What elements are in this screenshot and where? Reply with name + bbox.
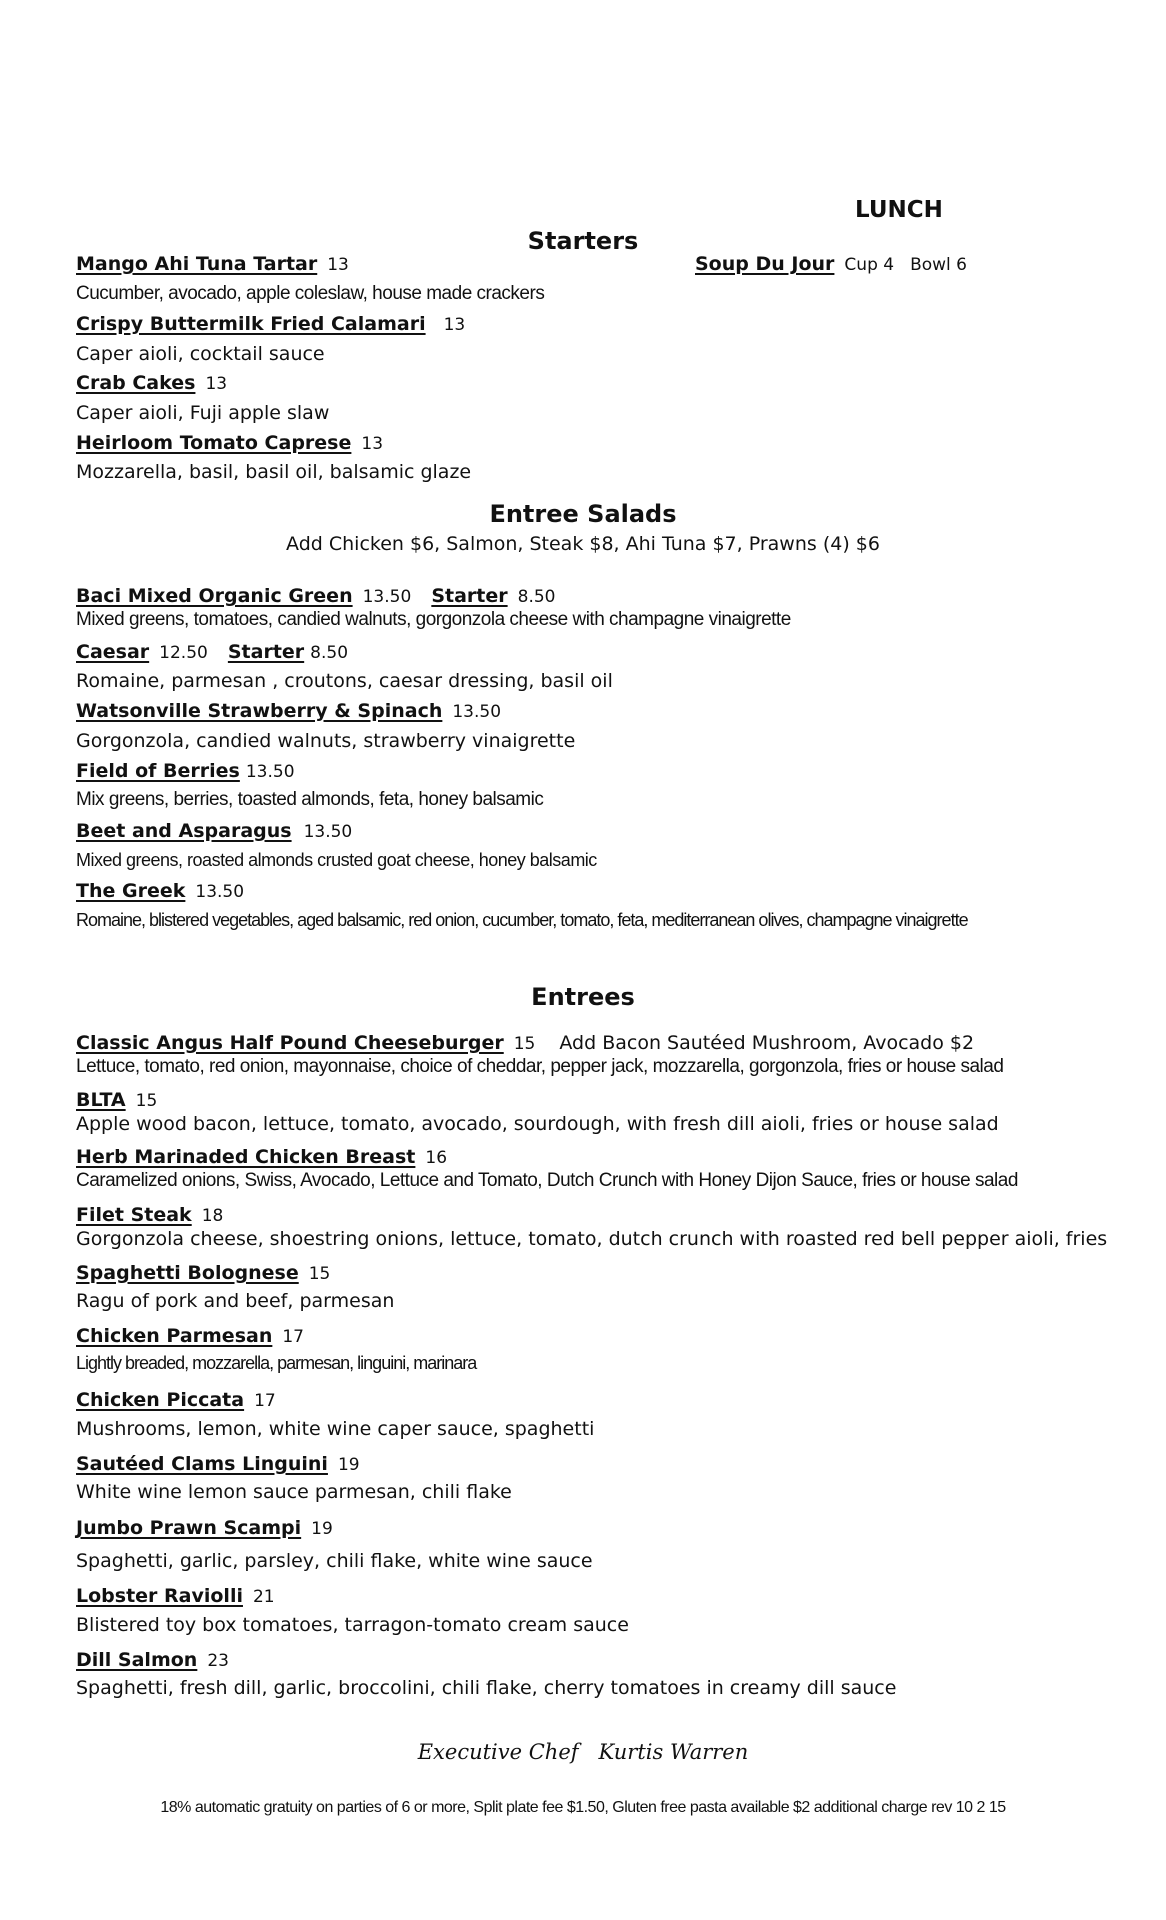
item-price: 17 xyxy=(282,1327,304,1347)
item-name: Heirloom Tomato Caprese xyxy=(76,432,352,454)
item-price: 15 xyxy=(513,1034,536,1054)
item-price: 16 xyxy=(425,1148,448,1168)
item-description: Cucumber, avocado, apple coleslaw, house made crackers xyxy=(76,283,545,304)
item-price: 13.50 xyxy=(245,762,295,782)
entree-item-clams-linguini xyxy=(76,1453,360,1475)
item-name: Crab Cakes xyxy=(76,372,196,394)
item-price: 15 xyxy=(135,1091,158,1111)
item-description: Mozzarella, basil, basil oil, balsamic glaze xyxy=(76,461,472,483)
item-price: 19 xyxy=(337,1455,360,1475)
entree-item-prawn-scampi xyxy=(76,1517,333,1539)
item-description: Mixed greens, roasted almonds crusted goat cheese, honey balsamic xyxy=(76,850,597,870)
item-name: Baci Mixed Organic Green xyxy=(76,585,353,607)
item-name: Classic Angus Half Pound Cheeseburger xyxy=(76,1032,504,1054)
item-name: Mango Ahi Tuna Tartar xyxy=(76,253,318,275)
item-price: 13 xyxy=(443,315,466,335)
entree-item-chicken-breast xyxy=(76,1146,447,1168)
entree-item-bolognese xyxy=(76,1262,330,1284)
item-description: Mixed greens, tomatoes, candied walnuts, gorgonzola cheese with champagne vinaigrette xyxy=(76,609,791,630)
entree-item-chicken-parmesan xyxy=(76,1325,304,1347)
item-description: Gorgonzola cheese, shoestring onions, lettuce, tomato, dutch crunch with roasted red bell pepper aioli, fries xyxy=(76,1228,1108,1250)
salads-addons: Add Chicken $6, Salmon, Steak $8, Ahi Tuna $7, Prawns (4) $6 xyxy=(286,533,880,555)
item-description: White wine lemon sauce parmesan, chili flake xyxy=(76,1481,512,1503)
starter-price: 8.50 xyxy=(517,587,556,607)
item-price: 13.50 xyxy=(362,587,412,607)
item-name: Chicken Piccata xyxy=(76,1389,245,1411)
item-description: Lightly breaded, mozzarella, parmesan, linguini, marinara xyxy=(76,1353,477,1373)
entree-item-blta xyxy=(76,1089,157,1111)
item-name: BLTA xyxy=(76,1089,126,1111)
item-description: Romaine, parmesan , croutons, caesar dressing, basil oil xyxy=(76,670,613,692)
item-description: Mix greens, berries, toasted almonds, feta, honey balsamic xyxy=(76,789,544,810)
starter-price: 8.50 xyxy=(310,643,349,663)
footer-note: 18% automatic gratuity on parties of 6 or more, Split plate fee $1.50, Gluten free pasta available $2 additional charge rev 10 2 15 xyxy=(160,1799,1006,1816)
salads-heading: Entree Salads xyxy=(489,500,677,528)
soup-cup-price: Cup 4 xyxy=(844,255,895,275)
item-price: 17 xyxy=(254,1391,276,1411)
item-name: Herb Marinaded Chicken Breast xyxy=(76,1146,416,1168)
entree-item-lobster-raviolli xyxy=(76,1585,275,1607)
entree-item-dill-salmon xyxy=(76,1649,229,1671)
item-name: Spaghetti Bolognese xyxy=(76,1262,299,1284)
item-name: Field of Berries xyxy=(76,760,240,782)
item-name: The Greek xyxy=(76,880,186,902)
item-name: Lobster Raviolli xyxy=(76,1585,243,1607)
item-description: Caramelized onions, Swiss, Avocado, Lettuce and Tomato, Dutch Crunch with Honey Dijon Sauce, fries or house salad xyxy=(76,1170,1018,1191)
item-description: Spaghetti, garlic, parsley, chili flake, white wine sauce xyxy=(76,1550,593,1572)
item-price: 13 xyxy=(361,434,384,454)
starter-item-soup xyxy=(695,253,967,275)
entrees-heading: Entrees xyxy=(531,983,635,1011)
starter-item-calamari xyxy=(76,313,465,335)
executive-chef: Executive Chef Kurtis Warren xyxy=(417,1740,749,1764)
item-price: 15 xyxy=(308,1264,331,1284)
item-description: Caper aioli, cocktail sauce xyxy=(76,343,325,365)
salad-item-beet xyxy=(76,820,352,842)
starters-heading: Starters xyxy=(527,227,639,255)
item-name: Dill Salmon xyxy=(76,1649,198,1671)
item-name: Chicken Parmesan xyxy=(76,1325,273,1347)
item-price: 19 xyxy=(311,1519,333,1539)
item-description: Romaine, blistered vegetables, aged balsamic, red onion, cucumber, tomato, feta, mediterranean olives, champagne vinaigrette xyxy=(76,910,968,930)
item-description: Gorgonzola, candied walnuts, strawberry vinaigrette xyxy=(76,730,576,752)
salad-item-strawberry xyxy=(76,700,501,722)
salad-item-caesar xyxy=(76,641,348,663)
item-price: 12.50 xyxy=(159,643,208,663)
entree-item-cheeseburger xyxy=(76,1032,974,1054)
entree-item-chicken-piccata xyxy=(76,1389,276,1411)
item-name: Crispy Buttermilk Fried Calamari xyxy=(76,313,426,335)
entree-item-filet-steak xyxy=(76,1204,223,1226)
item-name: Soup Du Jour xyxy=(695,253,835,275)
starter-item-crab-cakes xyxy=(76,372,227,394)
item-price: 13.50 xyxy=(303,822,353,842)
item-name: Jumbo Prawn Scampi xyxy=(76,1517,302,1539)
starter-label: Starter xyxy=(227,641,305,663)
item-description: Spaghetti, fresh dill, garlic, broccolini, chili flake, cherry tomatoes in creamy dill sauce xyxy=(76,1677,897,1699)
starter-item-mango-ahi xyxy=(76,253,349,275)
item-price: 13.50 xyxy=(452,702,502,722)
item-price: 13.50 xyxy=(195,882,245,902)
item-name: Beet and Asparagus xyxy=(76,820,292,842)
item-price: 21 xyxy=(252,1587,275,1607)
salad-item-greek xyxy=(76,880,244,902)
starter-label: Starter xyxy=(431,585,508,607)
item-name: Filet Steak xyxy=(76,1204,192,1226)
salad-item-berries xyxy=(76,760,295,782)
item-description: Caper aioli, Fuji apple slaw xyxy=(76,402,330,424)
lunch-heading: LUNCH xyxy=(855,197,943,223)
item-description: Blistered toy box tomatoes, tarragon-tomato cream sauce xyxy=(76,1614,629,1636)
item-description: Lettuce, tomato, red onion, mayonnaise, choice of cheddar, pepper jack, mozzarella, gorgonzola, fries or house salad xyxy=(76,1056,1004,1077)
item-price: 18 xyxy=(201,1206,224,1226)
item-name: Watsonville Strawberry & Spinach xyxy=(76,700,443,722)
item-price: 13 xyxy=(327,255,349,275)
item-name: Sautéed Clams Linguini xyxy=(76,1453,328,1475)
item-price: 23 xyxy=(207,1651,229,1671)
salad-item-baci xyxy=(76,585,555,607)
starter-item-caprese xyxy=(76,432,383,454)
item-description: Ragu of pork and beef, parmesan xyxy=(76,1290,395,1312)
item-description: Mushrooms, lemon, white wine caper sauce, spaghetti xyxy=(76,1418,595,1440)
item-name: Caesar xyxy=(76,641,150,663)
item-extra: Add Bacon Sautéed Mushroom, Avocado $2 xyxy=(559,1032,975,1054)
item-description: Apple wood bacon, lettuce, tomato, avocado, sourdough, with fresh dill aioli, fries or house salad xyxy=(76,1113,999,1135)
soup-bowl-price: Bowl 6 xyxy=(910,255,967,275)
item-price: 13 xyxy=(205,374,228,394)
